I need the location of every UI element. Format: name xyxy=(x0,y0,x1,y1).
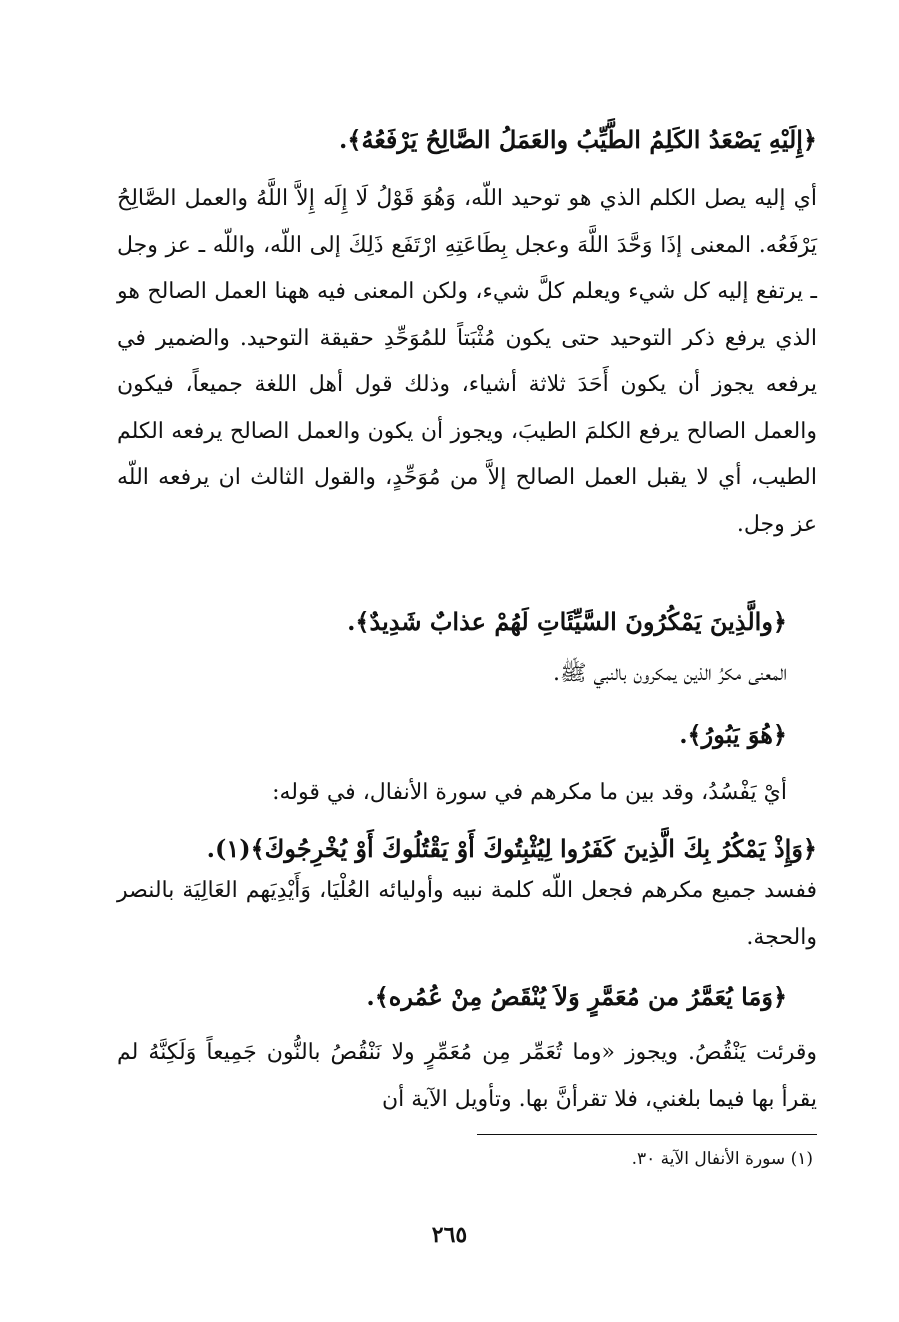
quran-verse-4: ﴿وَإِذْ يَمْكُرُ بِكَ الَّذِينَ كَفَرُوا لِيُثْبِتُوكَ أَوْ يَقْتُلُوكَ أَوْ يُخْرِجُوكَ﴾(١). xyxy=(206,834,817,863)
quran-verse-5: ﴿وَمَا يُعَمَّرُ من مُعَمَّرٍ وَلاَ يُنْقَصُ مِنْ عُمُره﴾. xyxy=(366,982,787,1011)
footnote: (١) سورة الأنفال الآية ٣٠. xyxy=(631,1149,813,1169)
commentary-paragraph-3: وقرئت يَنْقُصُ. ويجوز «وما تُعَمِّر مِن مُعَمِّرٍ ولا نَنْقُصُ بالنُّون جَمِيعاً وَلَكِنَّهُ لم يقرأ بها فيما بلغني، فلا تقرأنَّ بها. وتأويل الآية أن xyxy=(117,1040,817,1112)
quran-verse-1: ﴿إِلَيْهِ يَصْعَدُ الكَلِمُ الطَّيِّبُ والعَمَلُ الصَّالِحُ يَرْفَعُهُ﴾. xyxy=(339,125,817,154)
commentary-line-3: أيْ يَفْسُدُ، وقد بين ما مكرهم في سورة الأنفال، في قوله: xyxy=(272,780,787,805)
quran-verse-3: ﴿هُوَ يَبُورُ﴾. xyxy=(679,720,787,749)
commentary-paragraph-2: ففسد جميع مكرهم فجعل اللّه كلمة نبيه وأوليائه العُلْيَا، وَأَيْدِيَهم العَالِيَة بالنصر والحجة. xyxy=(117,878,817,950)
commentary-line-2: المعنى مكرُ الذين يمكرون بالنبي ﷺ. xyxy=(552,661,787,686)
commentary-paragraph-1: أي إليه يصل الكلم الذي هو توحيد اللّه، وَهُوَ قَوْلُ لَا إِلَه إِلاَّ اللَّهُ والعمل الصَّالِحُ يَرْفَعُه. المعنى إذَا وَحَّدَ اللَّهَ وعجل بِطَاعَتِهِ ارْتَفَع ذَلِكَ إلى اللّه، واللّه ـ عز وجل ـ يرتفع إليه كل شيء ويعلم كلَّ شيء، ولكن المعنى فيه ههنا العمل الصالح هو الذي يرفع ذكر التوحيد حتى يكون مُثْبَتاً للمُوَحِّدِ حقيقة التوحيد. والضمير في يرفعه يجوز أن يكون أَحَدَ ثلاثة أشياء، وذلك قول أهل اللغة جميعاً، فيكون والعمل الصالح يرفع الكلمَ الطيبَ، ويجوز أن يكون والعمل الصالح يرفعه الكلم الطيب، أي لا يقبل العمل الصالح إلاَّ من مُوَحِّدٍ، والقول الثالث ان يرفعه اللّه عز وجل. xyxy=(117,186,817,537)
page-number: ٢٦٥ xyxy=(431,1222,468,1248)
quran-verse-2: ﴿والَّذِينَ يَمْكُرُونَ السَّيِّئَاتِ لَهُمْ عذابٌ شَدِيدٌ﴾. xyxy=(347,607,787,636)
footnote-divider xyxy=(477,1134,817,1135)
